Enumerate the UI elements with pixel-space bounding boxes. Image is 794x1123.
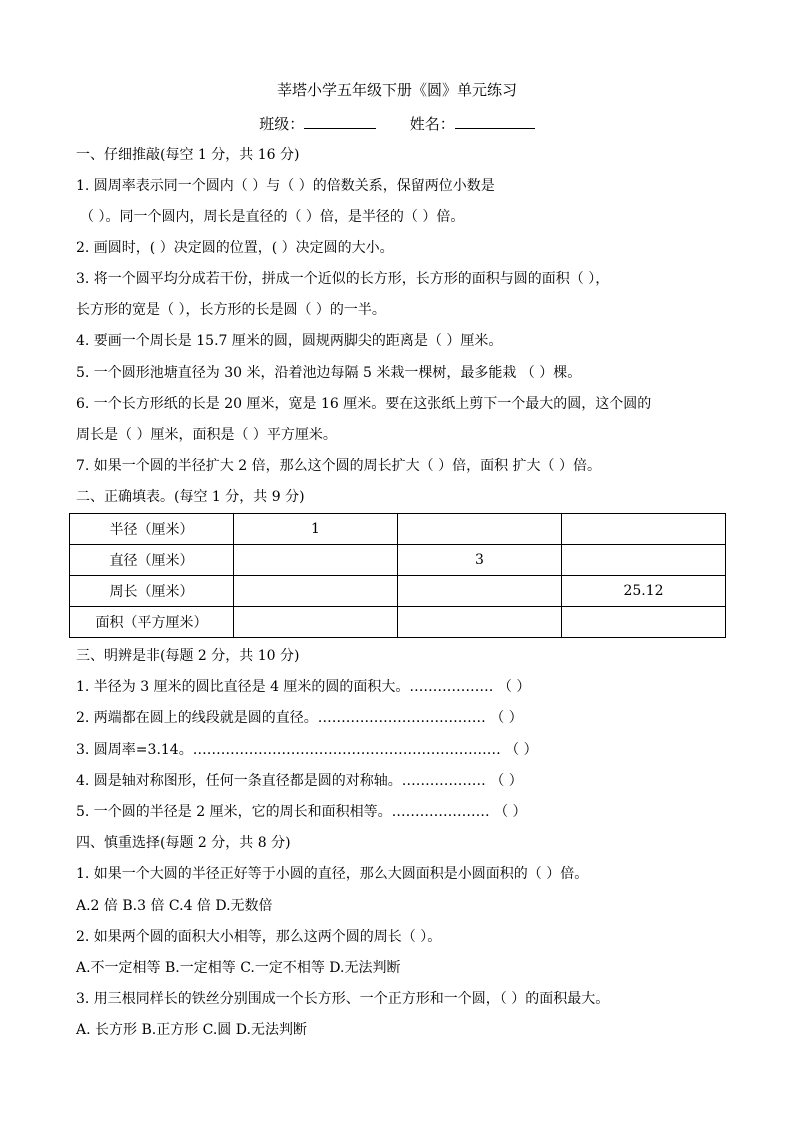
s3-line: 5. 一个圆的半径是 2 厘米，它的周长和面积相等。………………… （ ） — [76, 804, 527, 820]
table-cell: 半径（厘米） — [70, 514, 234, 545]
table-row — [70, 545, 726, 576]
table-cell — [562, 607, 726, 638]
table-cell: 直径（厘米） — [70, 545, 234, 576]
s3-line: 3. 圆周率=3.14。………………………………………………………… （ ） — [76, 742, 538, 758]
circle-table — [69, 513, 726, 638]
table-cell: 25.12 — [562, 576, 726, 607]
section3-heading: 三、明辨是非(每题 2 分，共 10 分) — [76, 648, 300, 664]
table-row — [70, 576, 726, 607]
s4-options: A. 长方形 B.正方形 C.圆 D.无法判断 — [76, 1022, 307, 1038]
s1-line: 长方形的宽是（ ），长方形的长是圆（ ）的一半。 — [76, 302, 386, 318]
s4-options: A.2 倍 B.3 倍 C.4 倍 D.无数倍 — [76, 898, 273, 914]
s1-line: 4. 要画一个周长是 15.7 厘米的圆，圆规两脚尖的距离是（ ）厘米。 — [76, 333, 503, 349]
student-info — [0, 114, 794, 134]
section2-heading: 二、正确填表。(每空 1 分，共 9 分) — [76, 489, 305, 505]
table-cell — [398, 607, 562, 638]
table-cell — [234, 607, 398, 638]
s4-line: 3. 用三根同样长的铁丝分别围成一个长方形、一个正方形和一个圆，（ ）的面积最大。 — [76, 991, 610, 1007]
section4-heading: 四、慎重选择(每题 2 分，共 8 分) — [76, 835, 291, 851]
s1-line: 3. 将一个圆平均分成若干份，拼成一个近似的长方形，长方形的面积与圆的面积（ ）， — [76, 271, 610, 287]
class-label: 班级： — [259, 115, 305, 133]
table-cell — [398, 576, 562, 607]
s1-line: 1. 圆周率表示同一个圆内（ ）与（ ）的倍数关系，保留两位小数是 — [76, 178, 495, 194]
page-title: 莘塔小学五年级下册《圆》单元练习 — [276, 81, 517, 99]
s3-line: 4. 圆是轴对称图形，任何一条直径都是圆的对称轴。……………… （ ） — [76, 773, 523, 789]
s1-line: （ ）。同一个圆内，周长是直径的（ ）倍，是半径的（ ）倍。 — [80, 209, 465, 225]
table-row — [70, 607, 726, 638]
s4-options: A.不一定相等 B.一定相等 C.一定不相等 D.无法判断 — [76, 960, 401, 976]
s4-line: 1. 如果一个大圆的半径正好等于小圆的直径，那么大圆面积是小圆面积的（ ）倍。 — [76, 866, 589, 882]
table-cell — [398, 514, 562, 545]
table-row — [70, 514, 726, 545]
s3-line: 1. 半径为 3 厘米的圆比直径是 4 厘米的圆的面积大。……………… （ ） — [76, 679, 531, 695]
name-blank — [455, 114, 535, 129]
table-cell: 1 — [234, 514, 398, 545]
table-cell: 3 — [398, 545, 562, 576]
table-cell — [234, 576, 398, 607]
s1-line: 5. 一个圆形池塘直径为 30 米，沿着池边每隔 5 米栽一棵树，最多能栽 （ ）棵。 — [76, 365, 582, 381]
table-cell — [562, 545, 726, 576]
s1-line: 6. 一个长方形纸的长是 20 厘米，宽是 16 厘米。要在这张纸上剪下一个最大的圆，这个圆的 — [76, 396, 652, 412]
section1-heading: 一、仔细推敲(每空 1 分，共 16 分) — [76, 147, 300, 163]
s4-line: 2. 如果两个圆的面积大小相等，那么这两个圆的周长（ ）。 — [76, 929, 442, 945]
table-cell: 面积（平方厘米） — [70, 607, 234, 638]
s1-line: 7. 如果一个圆的半径扩大 2 倍，那么这个圆的周长扩大（ ）倍，面积 扩大（ ）倍。 — [76, 458, 601, 474]
class-blank — [304, 114, 376, 129]
table-cell: 周长（厘米） — [70, 576, 234, 607]
s1-line: 周长是（ ）厘米，面积是（ ）平方厘米。 — [76, 427, 337, 443]
table-cell — [234, 545, 398, 576]
s1-line: 2. 画圆时，( ）决定圆的位置，( ）决定圆的大小。 — [76, 240, 394, 256]
name-label: 姓名： — [409, 115, 455, 133]
table-cell — [562, 514, 726, 545]
s3-line: 2. 两端都在圆上的线段就是圆的直径。……………………………… （ ） — [76, 710, 523, 726]
